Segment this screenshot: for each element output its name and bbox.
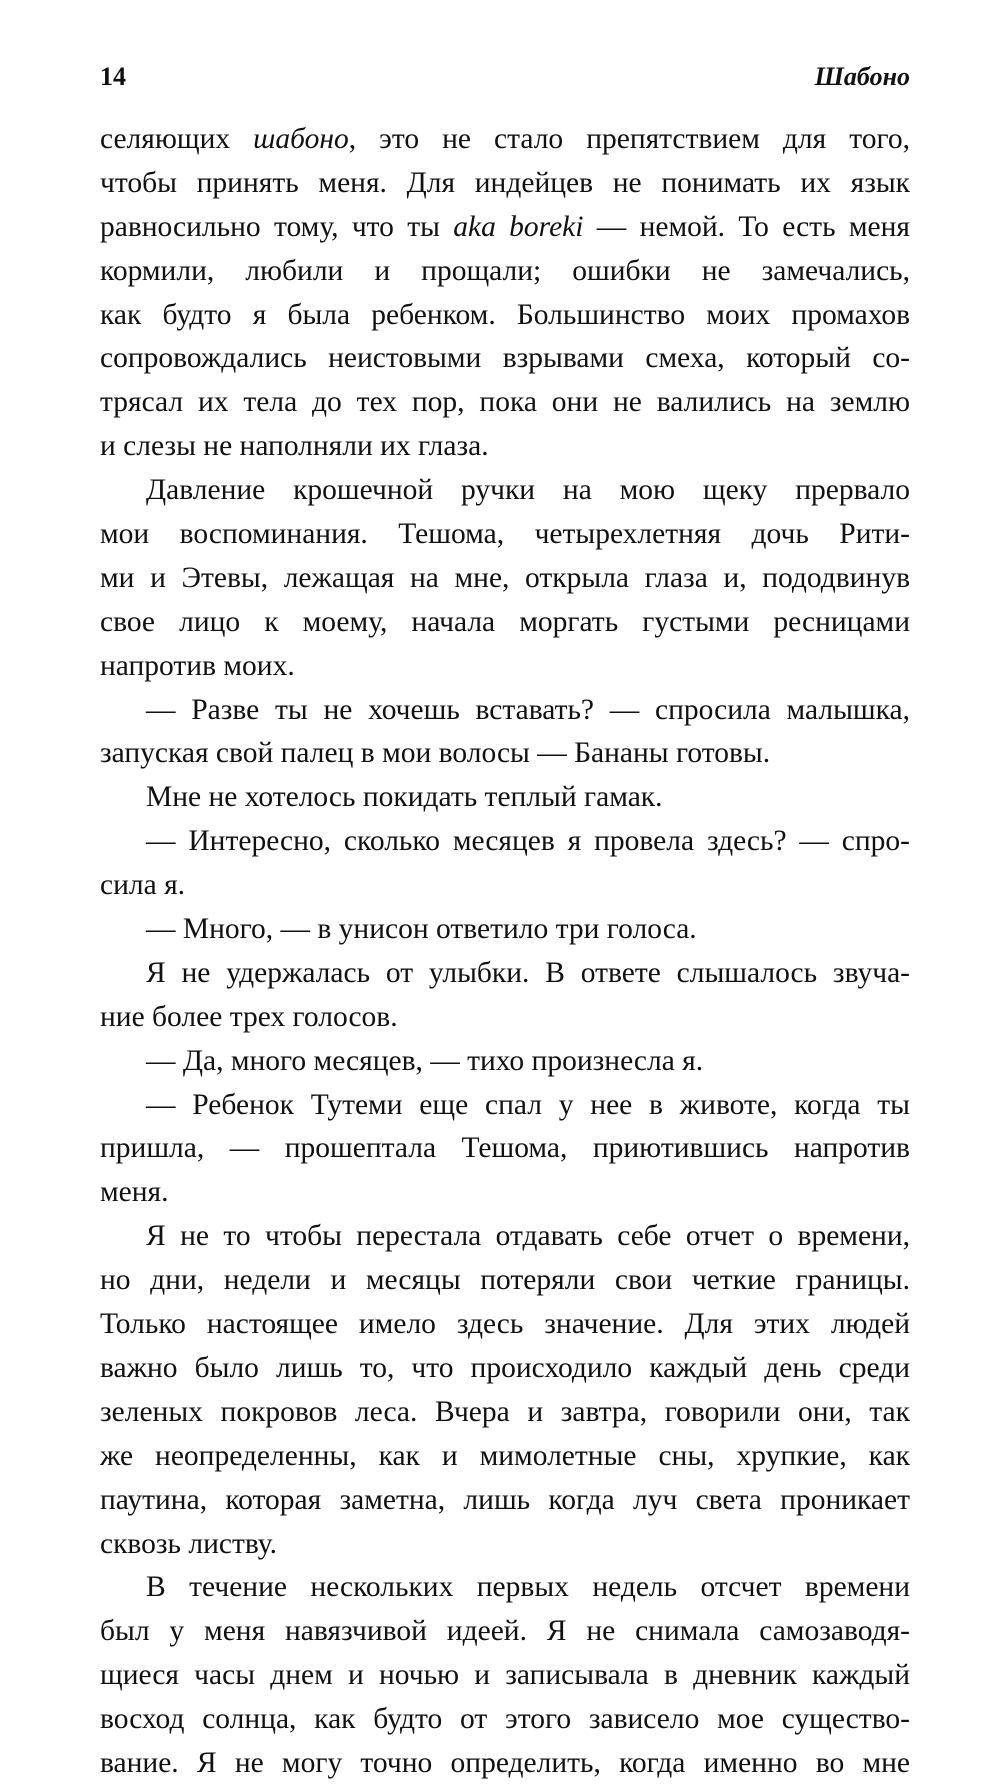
text-line	[100, 250, 910, 294]
text-segment: паутина, которая заметна, лишь когда луч света проникает	[100, 1483, 910, 1516]
text-line	[100, 732, 910, 776]
text-line	[100, 1391, 910, 1435]
text-line	[100, 1127, 910, 1171]
text-segment: свое лицо к моему, начала моргать густыми ресницами	[100, 605, 910, 638]
text-line	[100, 1654, 910, 1698]
text-segment: ми и Этевы, лежащая на мне, открыла глаза и, пододвинув	[100, 561, 910, 594]
text-segment: был у меня навязчивой идеей. Я не снимала самозаводя-	[100, 1615, 910, 1648]
text-line	[100, 689, 910, 733]
text-line	[100, 864, 910, 908]
text-segment: сила я.	[100, 869, 186, 902]
text-line	[100, 425, 910, 469]
text-segment: — Ребенок Тутеми еще спал у нее в животе, когда ты	[146, 1088, 910, 1121]
text-line	[100, 294, 910, 338]
text-line	[100, 996, 910, 1040]
text-segment: вание. Я не могу точно определить, когда именно во мне	[100, 1746, 910, 1779]
text-line	[100, 1084, 910, 1128]
page-number: 14	[100, 62, 126, 91]
text-segment: Я не удержалась от улыбки. В ответе слышалось звуча-	[146, 956, 910, 989]
text-line	[100, 1040, 910, 1084]
text-line	[100, 1435, 910, 1479]
text-line	[100, 952, 910, 996]
text-line	[100, 557, 910, 601]
text-line	[100, 908, 910, 952]
text-line	[100, 1742, 910, 1786]
text-segment: зеленых покровов леса. Вчера и завтра, говорили они, так	[100, 1395, 910, 1428]
text-segment: сквозь листву.	[100, 1527, 277, 1560]
text-segment: напротив моих.	[100, 649, 295, 682]
text-segment: чтобы принять меня. Для индейцев не понимать их язык	[100, 166, 910, 199]
text-line	[100, 1171, 910, 1215]
italic-term: шабоно	[253, 123, 349, 155]
text-line	[100, 513, 910, 557]
page-header	[100, 62, 910, 102]
text-segment: — Да, много месяцев, — тихо произнесла я.	[146, 1044, 704, 1077]
text-line	[100, 1259, 910, 1303]
text-line	[100, 162, 910, 206]
text-segment: и слезы не наполняли их глаза.	[100, 430, 489, 463]
text-segment: селяющих	[100, 123, 254, 155]
text-line	[100, 1347, 910, 1391]
text-segment: восход солнца, как будто от этого зависело мое существо-	[100, 1703, 910, 1736]
text-line	[100, 1523, 910, 1567]
italic-term: aka boreki	[453, 210, 584, 243]
text-segment: ние более трех голосов.	[100, 1000, 398, 1033]
text-line	[100, 645, 910, 689]
text-line	[100, 337, 910, 381]
text-line	[100, 469, 910, 513]
text-line	[100, 1303, 910, 1347]
text-line	[100, 776, 910, 820]
text-segment: В течение нескольких первых недель отсчет времени	[146, 1571, 910, 1604]
text-segment: — Разве ты не хочешь вставать? — спросила малышка,	[146, 693, 910, 726]
text-segment: меня.	[100, 1176, 169, 1209]
text-line	[100, 206, 910, 250]
text-segment: важно было лишь то, что происходило каждый день среди	[100, 1351, 910, 1384]
text-segment: мои воспоминания. Тешома, четырехлетняя дочь Рити-	[100, 518, 910, 551]
text-line	[100, 118, 910, 162]
text-line	[100, 1566, 910, 1610]
text-line	[100, 1215, 910, 1259]
text-segment: же неопределенны, как и мимолетные сны, хрупкие, как	[100, 1439, 910, 1472]
text-segment: равносильно тому, что ты	[100, 210, 454, 243]
text-segment: Давление крошечной ручки на мою щеку прервало	[146, 474, 910, 507]
text-segment: пришла, — прошептала Тешома, приютившись напротив	[100, 1132, 910, 1165]
text-segment: Мне не хотелось покидать теплый гамак.	[146, 781, 663, 814]
text-line	[100, 601, 910, 645]
text-segment: кормили, любили и прощали; ошибки не замечались,	[100, 254, 910, 287]
text-segment: сопровождались неистовыми взрывами смеха, который со-	[100, 342, 910, 375]
text-segment: но дни, недели и месяцы потеряли свои четкие границы.	[100, 1264, 910, 1297]
text-segment: , это не стало препятствием для того,	[348, 123, 910, 155]
text-line	[100, 381, 910, 425]
text-segment: запуская свой палец в мои волосы — Бананы готовы.	[100, 737, 771, 770]
running-title: Шабоно	[814, 62, 910, 91]
text-segment: как будто я была ребенком. Большинство моих промахов	[100, 298, 910, 331]
text-segment: — немой. То есть меня	[583, 210, 910, 243]
text-segment: Я не то чтобы перестала отдавать себе отчет о времени,	[146, 1220, 910, 1253]
text-segment: — Интересно, сколько месяцев я провела здесь? — спро-	[146, 825, 910, 858]
body-text	[100, 118, 910, 1786]
text-line	[100, 1698, 910, 1742]
text-segment: Только настоящее имело здесь значение. Для этих людей	[100, 1308, 910, 1341]
text-segment: — Много, — в унисон ответило три голоса.	[146, 913, 697, 946]
text-segment: щиеся часы днем и ночью и записывала в дневник каждый	[100, 1659, 910, 1692]
text-segment: трясал их тела до тех пор, пока они не валились на землю	[100, 386, 910, 419]
text-line	[100, 1479, 910, 1523]
text-line	[100, 820, 910, 864]
text-line	[100, 1610, 910, 1654]
